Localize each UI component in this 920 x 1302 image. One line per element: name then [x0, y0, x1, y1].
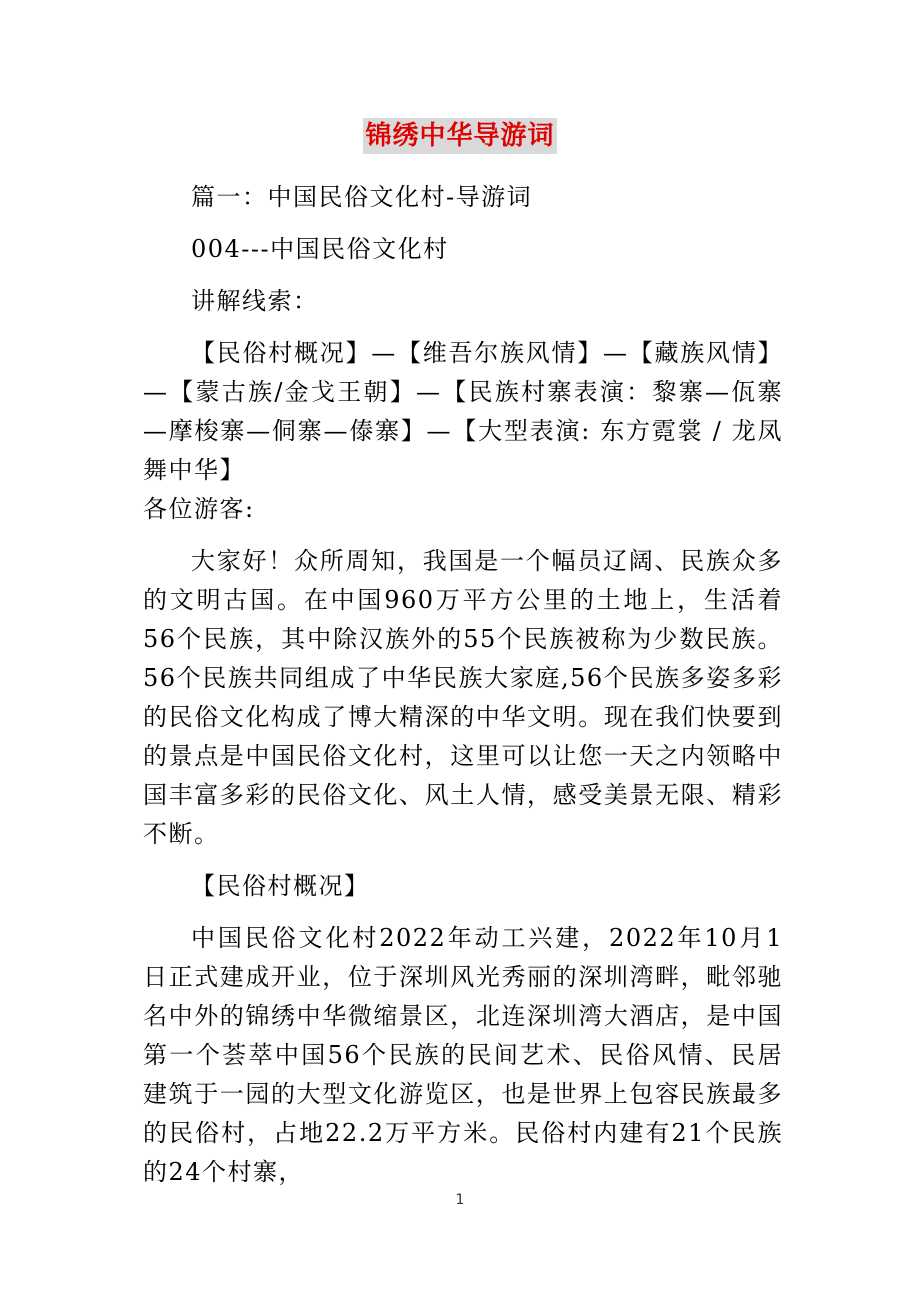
- paragraph-overview-heading: 【民俗村概况】: [191, 872, 370, 900]
- page-number: 1: [455, 1192, 465, 1208]
- paragraph-outline-label: 讲解线索：: [191, 287, 319, 315]
- paragraph-intro: 大家好！众所周知，我国是一个幅员辽阔、民族众多的文明古国。在中国960万平方公里的土地上，生活着56个民族，其中除汉族外的55个民族被称为少数民族。56个民族共同组成了中华民族大家庭,56个民族多姿多彩的民俗文化构成了博大精深的中华文明。现在我们快要到的景点是中国民俗文化村，这里可以让您一天之内领略中国丰富多彩的民俗文化、风土人情，感受美景无限、精彩不断。: [143, 547, 783, 848]
- document-title: 锦绣中华导游词: [363, 118, 556, 154]
- paragraph-overview: 中国民俗文化村2022年动工兴建，2022年10月1日正式建成开业，位于深圳风光秀丽的深圳湾畔，毗邻驰名中外的锦绣中华微缩景区，北连深圳湾大酒店，是中国第一个荟萃中国56个民族的民间艺术、民俗风情、民居建筑于一园的大型文化游览区，也是世界上包容民族最多的民俗村，占地22.2万平方米。民俗村内建有21个民族的24个村寨，: [143, 924, 783, 1186]
- paragraph-code-title: 004---中国民俗文化村: [191, 235, 449, 263]
- paragraph-outline: 【民俗村概况】—【维吾尔族风情】—【藏族风情】—【蒙古族/金戈王朝】—【民族村寨表演：黎寨—佤寨—摩梭寨—侗寨—傣寨】—【大型表演: 东方霓裳 / 龙凤舞中华】: [143, 339, 783, 484]
- document-body: [143, 178, 783, 1205]
- paragraph-section-heading: 篇一：中国民俗文化村-导游词: [191, 183, 533, 211]
- paragraph-greeting: 各位游客:: [143, 495, 255, 523]
- title-container: [0, 118, 920, 154]
